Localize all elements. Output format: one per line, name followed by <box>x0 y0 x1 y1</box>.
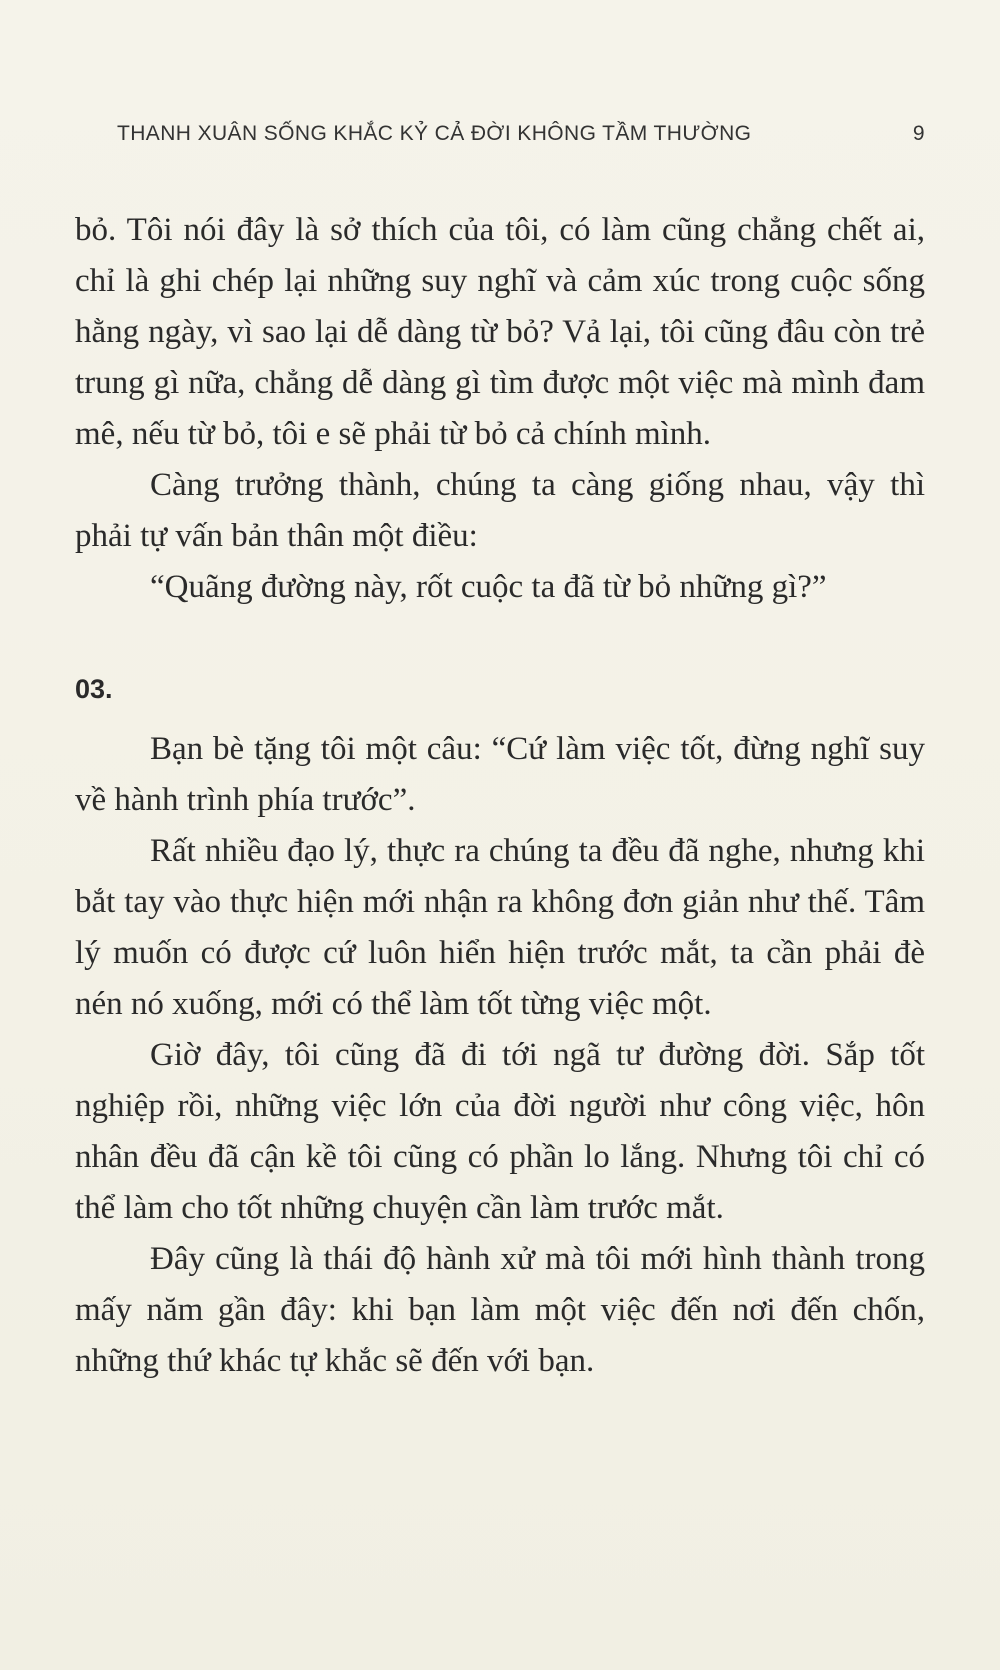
section-heading: 03. <box>75 674 113 704</box>
paragraph-1: bỏ. Tôi nói đây là sở thích của tôi, có làm cũng chẳng chết ai, chỉ là ghi chép lại những suy nghĩ và cảm xúc trong cuộc sống hằng ngày, vì sao lại dễ dàng từ bỏ? Vả lại, tôi cũng đâu còn trẻ trung gì nữa, chẳng dễ dàng gì tìm được một việc mà mình đam mê, nếu từ bỏ, tôi e sẽ phải từ bỏ cả chính mình. <box>75 212 925 452</box>
paragraph-5: Rất nhiều đạo lý, thực ra chúng ta đều đã nghe, nhưng khi bắt tay vào thực hiện mới nhận ra không đơn giản như thế. Tâm lý muốn có được cứ luôn hiển hiện trước mắt, ta cần phải đè nén nó xuống, mới có thể làm tốt từng việc một. <box>75 833 925 1022</box>
paragraph-4: Bạn bè tặng tôi một câu: “Cứ làm việc tốt, đừng nghĩ suy về hành trình phía trước”. <box>75 731 925 818</box>
paragraph-3: “Quãng đường này, rốt cuộc ta đã từ bỏ những gì?” <box>150 569 827 605</box>
book-title-header: THANH XUÂN SỐNG KHẮC KỶ CẢ ĐỜI KHÔNG TẦM THƯỜNG <box>117 122 752 145</box>
paragraph-2: Càng trưởng thành, chúng ta càng giống nhau, vậy thì phải tự vấn bản thân một điều: <box>75 467 925 554</box>
running-header <box>117 122 925 156</box>
paragraph-6: Giờ đây, tôi cũng đã đi tới ngã tư đường đời. Sắp tốt nghiệp rồi, những việc lớn của đời người như công việc, hôn nhân đều đã cận kề tôi cũng có phần lo lắng. Nhưng tôi chỉ có thể làm cho tốt những chuyện cần làm trước mắt. <box>75 1037 925 1226</box>
page-number: 9 <box>912 122 925 145</box>
paragraph-7: Đây cũng là thái độ hành xử mà tôi mới hình thành trong mấy năm gần đây: khi bạn làm một việc đến nơi đến chốn, những thứ khác tự khắc sẽ đến với bạn. <box>75 1241 925 1379</box>
body-text <box>75 205 925 1387</box>
